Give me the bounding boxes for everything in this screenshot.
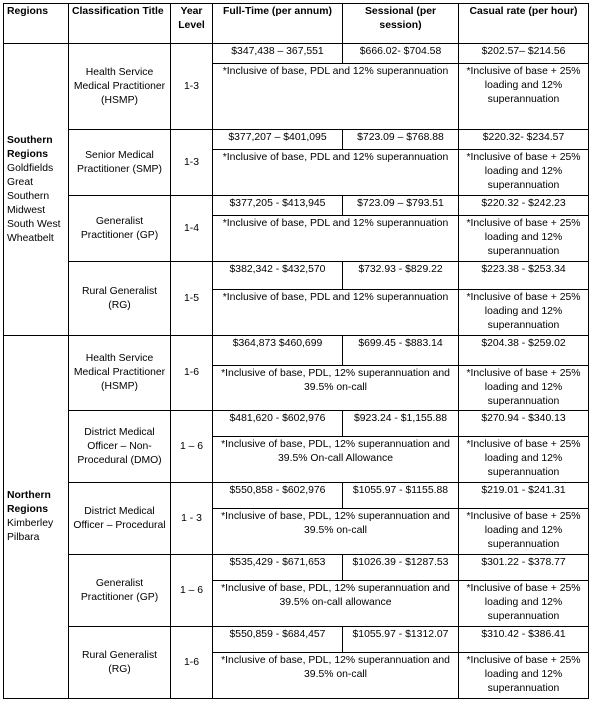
casual-rate: $204.38 - $259.02 bbox=[459, 336, 589, 366]
salary-table bbox=[3, 3, 589, 699]
region-place: Wheatbelt bbox=[7, 232, 54, 244]
region-cell-northern bbox=[4, 336, 69, 699]
inclusion-note: *Inclusive of base, PDL and 12% superannuation bbox=[213, 64, 459, 130]
casual-note: *Inclusive of base + 25% loading and 12% superannuation bbox=[459, 437, 589, 483]
casual-rate: $220.32 - $242.23 bbox=[459, 196, 589, 216]
table-row bbox=[4, 336, 589, 366]
table-row bbox=[4, 627, 589, 653]
sessional-rate: $923.24 - $1,155.88 bbox=[343, 411, 459, 437]
year-level: 1-4 bbox=[171, 196, 213, 262]
year-level: 1-5 bbox=[171, 262, 213, 336]
year-level: 1-3 bbox=[171, 130, 213, 196]
inclusion-note: *Inclusive of base, PDL and 12% superannuation bbox=[213, 216, 459, 262]
header-year: Year Level bbox=[171, 4, 213, 44]
sessional-rate: $666.02- $704.58 bbox=[343, 44, 459, 64]
year-level: 1-6 bbox=[171, 627, 213, 699]
year-level: 1-3 bbox=[171, 44, 213, 130]
sessional-rate: $1055.97 - $1312.07 bbox=[343, 627, 459, 653]
region-place: Midwest bbox=[7, 204, 46, 216]
classification-title: Health Service Medical Practitioner (HSMP) bbox=[69, 336, 171, 411]
sessional-rate: $1026.39 - $1287.53 bbox=[343, 555, 459, 581]
inclusion-note: *Inclusive of base, PDL, 12% superannuation and 39.5% on-call bbox=[213, 653, 459, 699]
casual-note: *Inclusive of base + 25% loading and 12% superannuation bbox=[459, 653, 589, 699]
region-cell-southern bbox=[4, 44, 69, 336]
region-place: South West bbox=[7, 218, 61, 230]
casual-note: *Inclusive of base + 25% loading and 12% superannuation bbox=[459, 216, 589, 262]
table-row bbox=[4, 130, 589, 150]
year-level: 1 - 3 bbox=[171, 483, 213, 555]
table-row bbox=[4, 44, 589, 64]
casual-note: *Inclusive of base + 25% loading and 12% superannuation bbox=[459, 581, 589, 627]
region-place: Goldfields bbox=[7, 162, 54, 174]
table-row bbox=[4, 262, 589, 290]
region-place: Kimberley bbox=[7, 518, 54, 529]
casual-note: *Inclusive of base + 25% loading and 12% superannuation bbox=[459, 150, 589, 196]
header-casual: Casual rate (per hour) bbox=[459, 4, 589, 44]
casual-rate: $219.01 - $241.31 bbox=[459, 483, 589, 509]
inclusion-note: *Inclusive of base, PDL and 12% superannuation bbox=[213, 150, 459, 196]
sessional-rate: $732.93 - $829.22 bbox=[343, 262, 459, 290]
fulltime-rate: $535,429 - $671,653 bbox=[213, 555, 343, 581]
casual-rate: $270.94 - $340.13 bbox=[459, 411, 589, 437]
region-name: Southern Regions bbox=[7, 134, 53, 160]
table-row bbox=[4, 483, 589, 509]
classification-title: Senior Medical Practitioner (SMP) bbox=[69, 130, 171, 196]
region-name: Northern Regions bbox=[7, 490, 51, 515]
classification-title: District Medical Officer – Non-Procedural (DMO) bbox=[69, 411, 171, 483]
inclusion-note: *Inclusive of base, PDL and 12% superannuation bbox=[213, 290, 459, 336]
year-level: 1 – 6 bbox=[171, 555, 213, 627]
sessional-rate: $723.09 – $768.88 bbox=[343, 130, 459, 150]
casual-rate: $223.38 - $253.34 bbox=[459, 262, 589, 290]
classification-title: Generalist Practitioner (GP) bbox=[69, 555, 171, 627]
fulltime-rate: $481,620 - $602,976 bbox=[213, 411, 343, 437]
classification-title: District Medical Officer – Procedural bbox=[69, 483, 171, 555]
year-level: 1-6 bbox=[171, 336, 213, 411]
header-regions: Regions bbox=[4, 4, 69, 44]
casual-note: *Inclusive of base + 25% loading and 12% superannuation bbox=[459, 290, 589, 336]
header-classification: Classification Title bbox=[69, 4, 171, 44]
inclusion-note: *Inclusive of base, PDL, 12% superannuation and 39.5% on-call allowance bbox=[213, 581, 459, 627]
casual-rate: $310.42 - $386.41 bbox=[459, 627, 589, 653]
inclusion-note: *Inclusive of base, PDL, 12% superannuation and 39.5% on-call bbox=[213, 509, 459, 555]
casual-note: *Inclusive of base + 25% loading and 12% superannuation bbox=[459, 366, 589, 411]
region-place: Pilbara bbox=[7, 532, 40, 543]
header-sessional: Sessional (per session) bbox=[343, 4, 459, 44]
sessional-rate: $723.09 – $793.51 bbox=[343, 196, 459, 216]
table-row bbox=[4, 196, 589, 216]
classification-title: Rural Generalist (RG) bbox=[69, 262, 171, 336]
fulltime-rate: $550,859 - $684,457 bbox=[213, 627, 343, 653]
casual-rate: $301.22 - $378.77 bbox=[459, 555, 589, 581]
header-fulltime: Full-Time (per annum) bbox=[213, 4, 343, 44]
fulltime-rate: $347,438 – 367,551 bbox=[213, 44, 343, 64]
classification-title: Rural Generalist (RG) bbox=[69, 627, 171, 699]
fulltime-rate: $382,342 - $432,570 bbox=[213, 262, 343, 290]
casual-note: *Inclusive of base + 25% loading and 12% superannuation bbox=[459, 64, 589, 130]
fulltime-rate: $550,858 - $602,976 bbox=[213, 483, 343, 509]
table-row bbox=[4, 411, 589, 437]
region-place: Great Southern bbox=[7, 176, 50, 202]
header-row bbox=[4, 4, 589, 44]
sessional-rate: $1055.97 - $1155.88 bbox=[343, 483, 459, 509]
classification-title: Health Service Medical Practitioner (HSMP) bbox=[69, 44, 171, 130]
classification-title: Generalist Practitioner (GP) bbox=[69, 196, 171, 262]
fulltime-rate: $364,873 $460,699 bbox=[213, 336, 343, 366]
fulltime-rate: $377,205 - $413,945 bbox=[213, 196, 343, 216]
fulltime-rate: $377,207 – $401,095 bbox=[213, 130, 343, 150]
inclusion-note: *Inclusive of base, PDL, 12% superannuation and 39.5% on-call bbox=[213, 366, 459, 411]
casual-rate: $220.32- $234.57 bbox=[459, 130, 589, 150]
casual-rate: $202.57– $214.56 bbox=[459, 44, 589, 64]
table-row bbox=[4, 555, 589, 581]
casual-note: *Inclusive of base + 25% loading and 12% superannuation bbox=[459, 509, 589, 555]
inclusion-note: *Inclusive of base, PDL, 12% superannuation and 39.5% On-call Allowance bbox=[213, 437, 459, 483]
sessional-rate: $699.45 - $883.14 bbox=[343, 336, 459, 366]
year-level: 1 – 6 bbox=[171, 411, 213, 483]
